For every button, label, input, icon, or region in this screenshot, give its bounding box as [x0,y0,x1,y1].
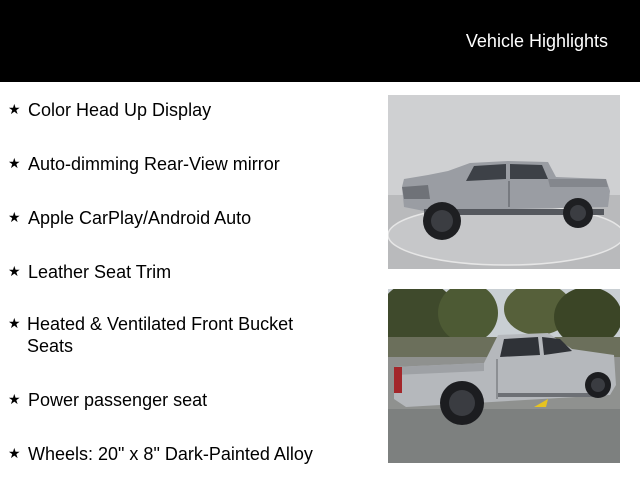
feature-item [8,389,348,411]
feature-label: Heated & Ventilated Front Bucket Seats [26,314,294,356]
feature-item [8,207,348,229]
feature-label: Power passenger seat [28,390,208,410]
star-icon: ★ [8,209,21,225]
header-bar [0,0,640,82]
feature-label: Wheels: 20" x 8" Dark-Painted Alloy [28,444,313,464]
pickup-truck-lot-icon [388,289,620,463]
star-icon: ★ [8,445,21,461]
star-icon: ★ [8,263,21,279]
pickup-truck-lot-photo [388,289,620,463]
star-icon: ★ [8,391,21,407]
feature-item [8,261,348,283]
pickup-truck-studio-icon [388,95,620,269]
pickup-truck-studio-photo [388,95,620,269]
feature-label: Leather Seat Trim [28,262,172,282]
page-title: Vehicle Highlights [465,31,608,51]
star-icon: ★ [8,315,21,331]
star-icon: ★ [8,101,21,117]
feature-item [8,99,348,121]
feature-label: Color Head Up Display [28,100,212,120]
feature-label: Auto-dimming Rear-View mirror [28,154,280,174]
feature-item [8,313,328,357]
star-icon: ★ [8,155,21,171]
feature-item [8,153,348,175]
feature-label: Apple CarPlay/Android Auto [28,208,252,228]
feature-item [8,443,348,465]
